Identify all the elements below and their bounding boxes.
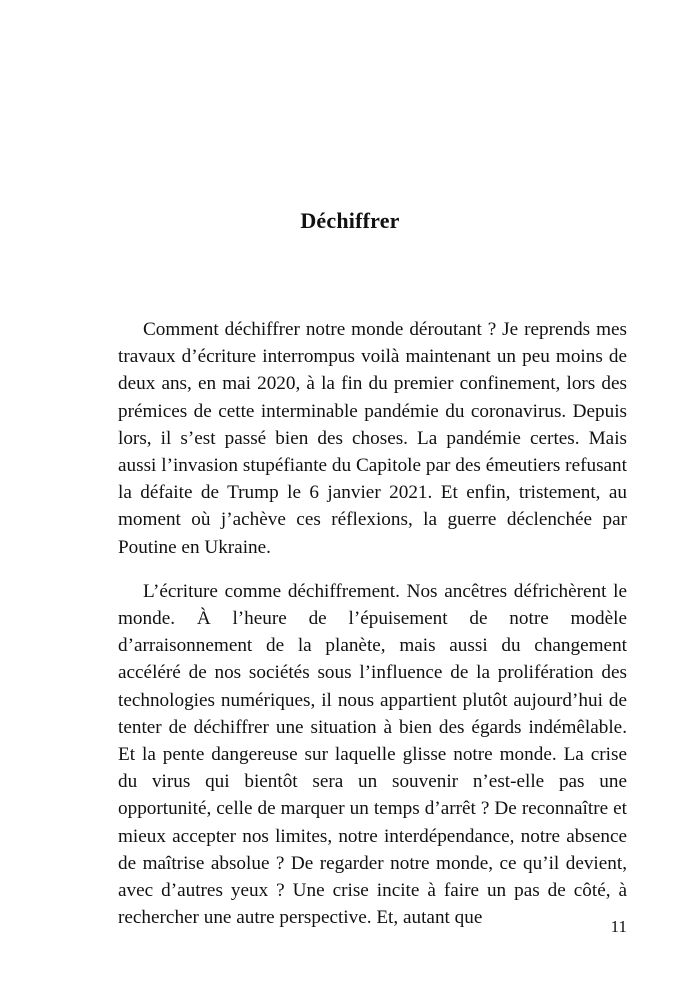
chapter-body [118,316,627,931]
paragraph: L’écriture comme déchiffrement. Nos ancêtres défrichèrent le monde. À l’heure de l’épuisement de notre modèle d’arraisonnement de la planète, mais aussi du changement accéléré de nos sociétés sous l’influence de la prolifération des technologies numériques, il nous appartient plutôt aujourd’hui de tenter de déchiffrer une situation à bien des égards indémêlable. Et la pente dangereuse sur laquelle glisse notre monde. La crise du virus qui bientôt sera un souvenir n’est-elle pas une opportunité, celle de marquer un temps d’arrêt ? De reconnaître et mieux accepter nos limites, notre interdépendance, notre absence de maîtrise absolue ? De regarder notre monde, ce qu’il devient, avec d’autres yeux ? Une crise incite à faire un pas de côté, à rechercher une autre perspective. Et, autant que [118,580,627,929]
page-number: 11 [610,917,627,936]
paragraph: Comment déchiffrer notre monde déroutant ? Je reprends mes travaux d’écriture interrompus voilà maintenant un peu moins de deux ans, en mai 2020, à la fin du premier confinement, lors des prémices de cette interminable pandémie du coronavirus. Depuis lors, il s’est passé bien des choses. La pandémie certes. Mais aussi l’invasion stupéfiante du Capitole par des émeutiers refusant la défaite de Trump le 6 janvier 2021. Et enfin, tristement, au moment où j’achève ces réflexions, la guerre déclenchée par Poutine en Ukraine. [118,319,627,558]
chapter-title: Déchiffrer [300,208,400,233]
